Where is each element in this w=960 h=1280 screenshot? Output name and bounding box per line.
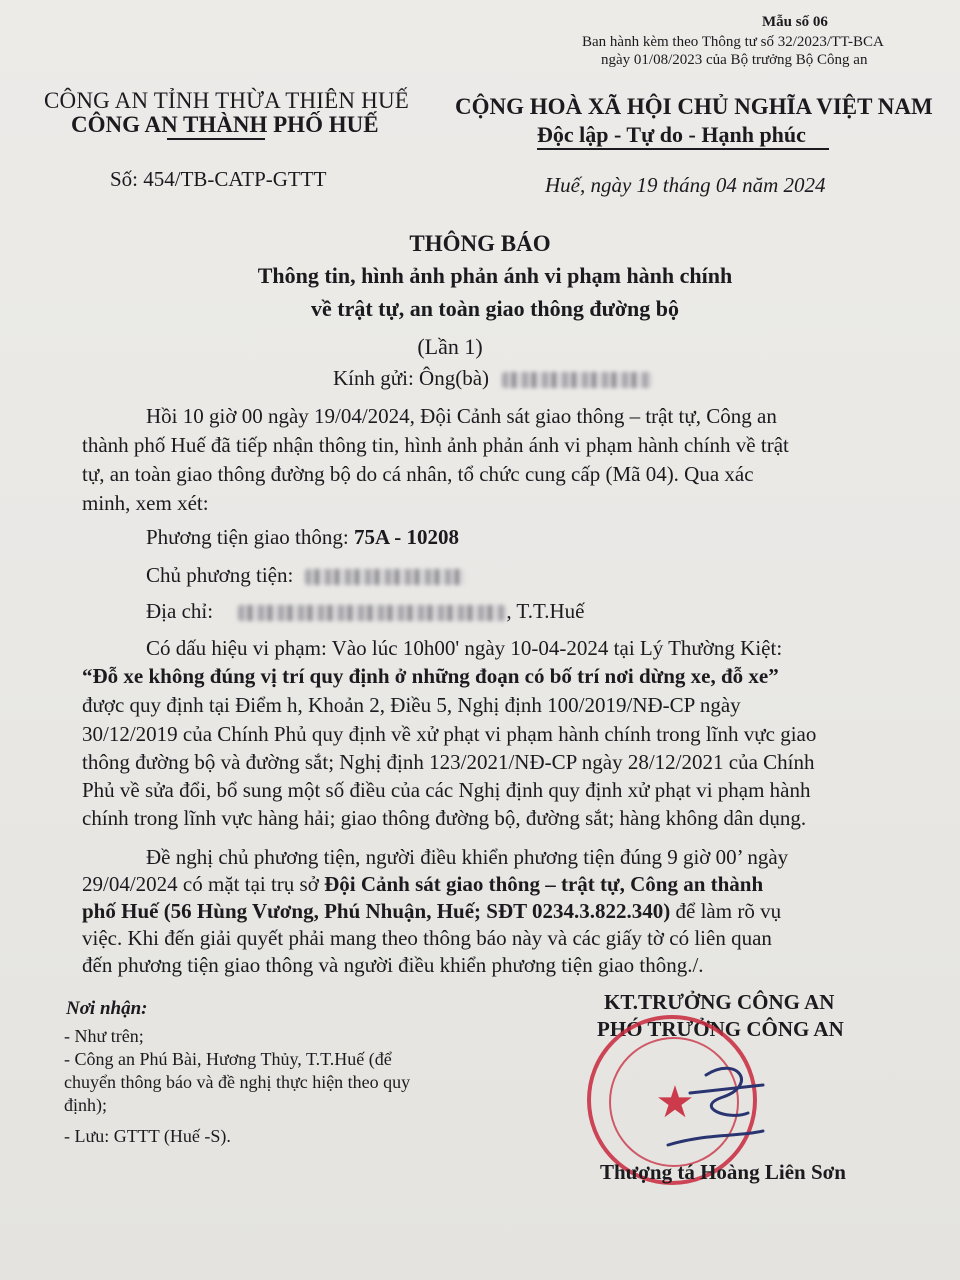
address-line — [146, 599, 584, 624]
request-line-3 — [82, 899, 781, 924]
intro-line-4: minh, xem xét: — [82, 491, 209, 515]
violation-line-5: Phủ về sửa đổi, bổ sung một số điều của các Nghị định quy định xử phạt vi phạm hành — [82, 778, 811, 802]
intro-line-3: tự, an toàn giao thông đường bộ do cá nhân, tổ chức cung cấp (Mã 04). Qua xác — [82, 462, 754, 486]
agency-name-text: CÔNG AN THÀNH PHỐ HUẾ — [71, 112, 379, 137]
request-line-4: việc. Khi đến giải quyết phải mang theo thông báo này và các giấy tờ có liên quan — [82, 926, 772, 950]
intro-line-1: Hồi 10 giờ 00 ngày 19/04/2024, Đội Cảnh sát giao thông – trật tự, Công an — [146, 404, 777, 428]
motto-underline — [537, 148, 829, 150]
redacted-address — [238, 605, 506, 621]
request-line-2 — [82, 872, 763, 897]
violation-quote: “Đỗ xe không đúng vị trí quy định ở những đoạn có bố trí nơi dừng xe, đỗ xe” — [82, 664, 779, 688]
recipient-item: định); — [64, 1095, 107, 1115]
place-date: Huế, ngày 19 tháng 04 năm 2024 — [545, 173, 826, 197]
request-line-1: Đề nghị chủ phương tiện, người điều khiển phương tiện đúng 9 giờ 00’ ngày — [146, 845, 789, 869]
nation-motto: Độc lập - Tự do - Hạnh phúc — [537, 122, 806, 147]
document-number: Số: 454/TB-CATP-GTTT — [110, 167, 327, 191]
agency-name — [71, 112, 379, 138]
form-issued-line-1: Ban hành kèm theo Thông tư số 32/2023/TT-BCA — [582, 34, 884, 50]
vehicle-line — [146, 525, 459, 550]
form-number: Mẫu số 06 — [762, 14, 828, 30]
redacted-owner — [305, 569, 465, 585]
agency-parent: CÔNG AN TỈNH THỪA THIÊN HUẾ — [44, 88, 410, 113]
vehicle-plate: 75A - 10208 — [353, 525, 459, 549]
recipient-item: chuyển thông báo và đề nghị thực hiện theo quy — [64, 1072, 411, 1092]
document-subtitle-2: về trật tự, an toàn giao thông đường bộ — [310, 296, 679, 321]
document-subtitle-1: Thông tin, hình ảnh phản ánh vi phạm hành chính — [257, 263, 733, 288]
request-office-address: phố Huế (56 Hùng Vương, Phú Nhuận, Huế; SĐT 0234.3.822.340) — [82, 899, 671, 923]
addressee — [333, 366, 652, 391]
request-line-5: đến phương tiện giao thông và người điều khiển phương tiện giao thông./. — [82, 953, 704, 977]
signer-title-1: KT.TRƯỞNG CÔNG AN — [604, 990, 835, 1014]
violation-line-6: chính trong lĩnh vực hàng hải; giao thông đường bộ, đường sắt; hàng không dân dụng. — [82, 806, 807, 830]
request-line-3-text: để làm rõ vụ — [670, 899, 782, 923]
vehicle-label: Phương tiện giao thông: — [146, 525, 349, 549]
nation-name: CỘNG HOÀ XÃ HỘI CHỦ NGHĨA VIỆT NAM — [455, 94, 933, 119]
address-label: Địa chỉ: — [146, 599, 214, 623]
document-times: (Lần 1) — [417, 334, 483, 359]
addressee-label: Kính gửi: Ông(bà) — [333, 366, 490, 390]
violation-line-3: 30/12/2019 của Chính Phủ quy định về xử phạt vi phạm hành chính trong lĩnh vực giao — [82, 722, 817, 746]
owner-label: Chủ phương tiện: — [146, 563, 294, 587]
star-icon: ★ — [655, 1078, 695, 1127]
recipients-heading: Nơi nhận: — [66, 998, 148, 1019]
recipient-item: - Như trên; — [64, 1026, 144, 1046]
request-line-2-text: 29/04/2024 có mặt tại trụ sở — [82, 872, 325, 896]
redacted-name — [502, 372, 652, 388]
violation-line-1: Có dấu hiệu vi phạm: Vào lúc 10h00' ngày 10-04-2024 tại Lý Thường Kiệt: — [146, 636, 783, 660]
signer-title-2: PHÓ TRƯỞNG CÔNG AN — [597, 1017, 844, 1041]
owner-line — [146, 563, 465, 588]
form-issued-line-2: ngày 01/08/2023 của Bộ trưởng Bộ Công an — [601, 52, 868, 68]
agency-underline — [167, 112, 265, 140]
address-tail: , T.T.Huế — [506, 599, 585, 623]
violation-line-4: thông đường bộ và đường sắt; Nghị định 123/2021/NĐ-CP ngày 28/12/2021 của Chính — [82, 750, 815, 774]
request-office: Đội Cảnh sát giao thông – trật tự, Công an thành — [324, 872, 764, 896]
signer-name: Thượng tá Hoàng Liên Sơn — [600, 1160, 846, 1184]
document-title: THÔNG BÁO — [409, 231, 551, 256]
recipient-item: - Công an Phú Bài, Hương Thủy, T.T.Huế (để — [64, 1049, 392, 1069]
intro-line-2: thành phố Huế đã tiếp nhận thông tin, hình ảnh phản ánh vi phạm hành chính về trật — [82, 433, 789, 457]
handwritten-signature — [598, 1035, 768, 1155]
recipient-item: - Lưu: GTTT (Huế -S). — [64, 1126, 231, 1146]
violation-line-2: được quy định tại Điểm h, Khoản 2, Điều 5, Nghị định 100/2019/NĐ-CP ngày — [82, 693, 741, 717]
